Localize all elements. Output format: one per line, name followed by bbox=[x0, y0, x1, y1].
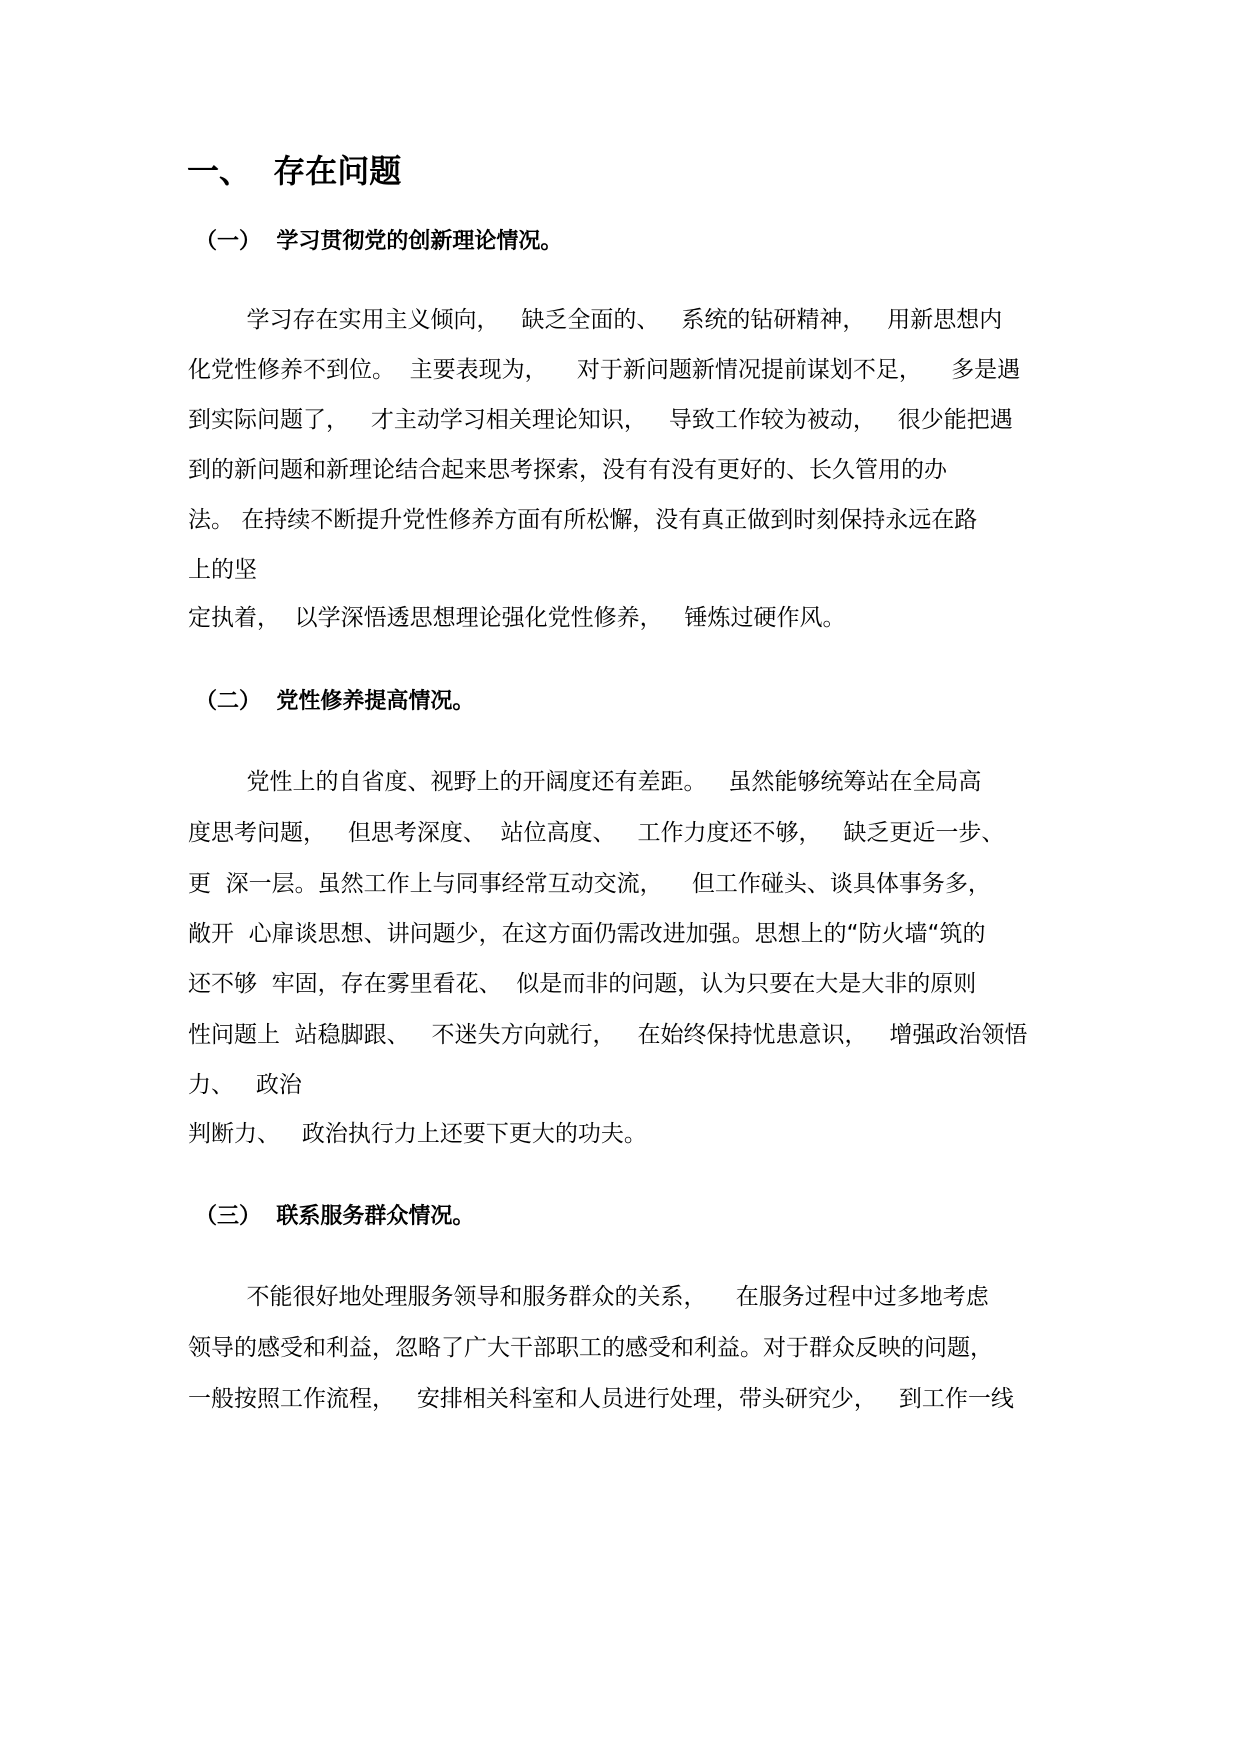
paragraph-line: 敞开 心扉谈思想、讲问题少，在这方面仍需改进加强。思想上的“防火墙“筑的 bbox=[188, 921, 986, 947]
paragraph-line: 判断力、 政治执行力上还要下更大的功夫。 bbox=[188, 1121, 647, 1147]
paragraph-line: 一般按照工作流程， 安排相关科室和人员进行处理，带头研究少， 到工作一线 bbox=[188, 1386, 1014, 1412]
paragraph-line: 上的坚 bbox=[188, 557, 257, 583]
paragraph-line: 还不够 牢固，存在雾里看花、 似是而非的问题，认为只要在大是大非的原则 bbox=[188, 971, 977, 997]
subsection-title-3: （三） 联系服务群众情况。 bbox=[195, 1204, 475, 1229]
paragraph-line: 法。 在持续不断提升党性修养方面有所松懈，没有真正做到时刻保持永远在路 bbox=[188, 507, 978, 533]
paragraph-line: 度思考问题， 但思考深度、 站位高度、 工作力度还不够， 缺乏更近一步、 bbox=[188, 820, 1005, 846]
paragraph-line: 到的新问题和新理论结合起来思考探索，没有有没有更好的、长久管用的办 bbox=[188, 457, 947, 483]
subsection-title-2: （二） 党性修养提高情况。 bbox=[195, 689, 475, 714]
paragraph-line: 党性上的自省度、视野上的开阔度还有差距。 虽然能够统筹站在全局高 bbox=[188, 769, 982, 795]
paragraph-line: 定执着， 以学深悟透思想理论强化党性修养， 锤炼过硬作风。 bbox=[188, 605, 846, 631]
paragraph-line: 不能很好地处理服务领导和服务群众的关系， 在服务过程中过多地考虑 bbox=[188, 1284, 989, 1310]
paragraph-line: 更 深一层。虽然工作上与同事经常互动交流， 但工作碰头、谈具体事务多， bbox=[188, 871, 991, 897]
paragraph-line: 性问题上 站稳脚跟、 不迷失方向就行， 在始终保持忧患意识， 增强政治领悟 bbox=[188, 1022, 1028, 1048]
paragraph-line: 力、 政治 bbox=[188, 1072, 302, 1098]
paragraph-line: 学习存在实用主义倾向， 缺乏全面的、 系统的钻研精神， 用新思想内 bbox=[188, 307, 1003, 333]
section-heading: 一、 存在问题 bbox=[187, 152, 402, 190]
paragraph-line: 到实际问题了， 才主动学习相关理论知识， 导致工作较为被动， 很少能把遇 bbox=[188, 407, 1013, 433]
paragraph-line: 化党性修养不到位。 主要表现为， 对于新问题新情况提前谋划不足， 多是遇 bbox=[188, 357, 1021, 383]
paragraph-line: 领导的感受和利益，忽略了广大干部职工的感受和利益。对于群众反映的问题， bbox=[188, 1335, 993, 1361]
subsection-title-1: （一） 学习贯彻党的创新理论情况。 bbox=[195, 229, 563, 254]
